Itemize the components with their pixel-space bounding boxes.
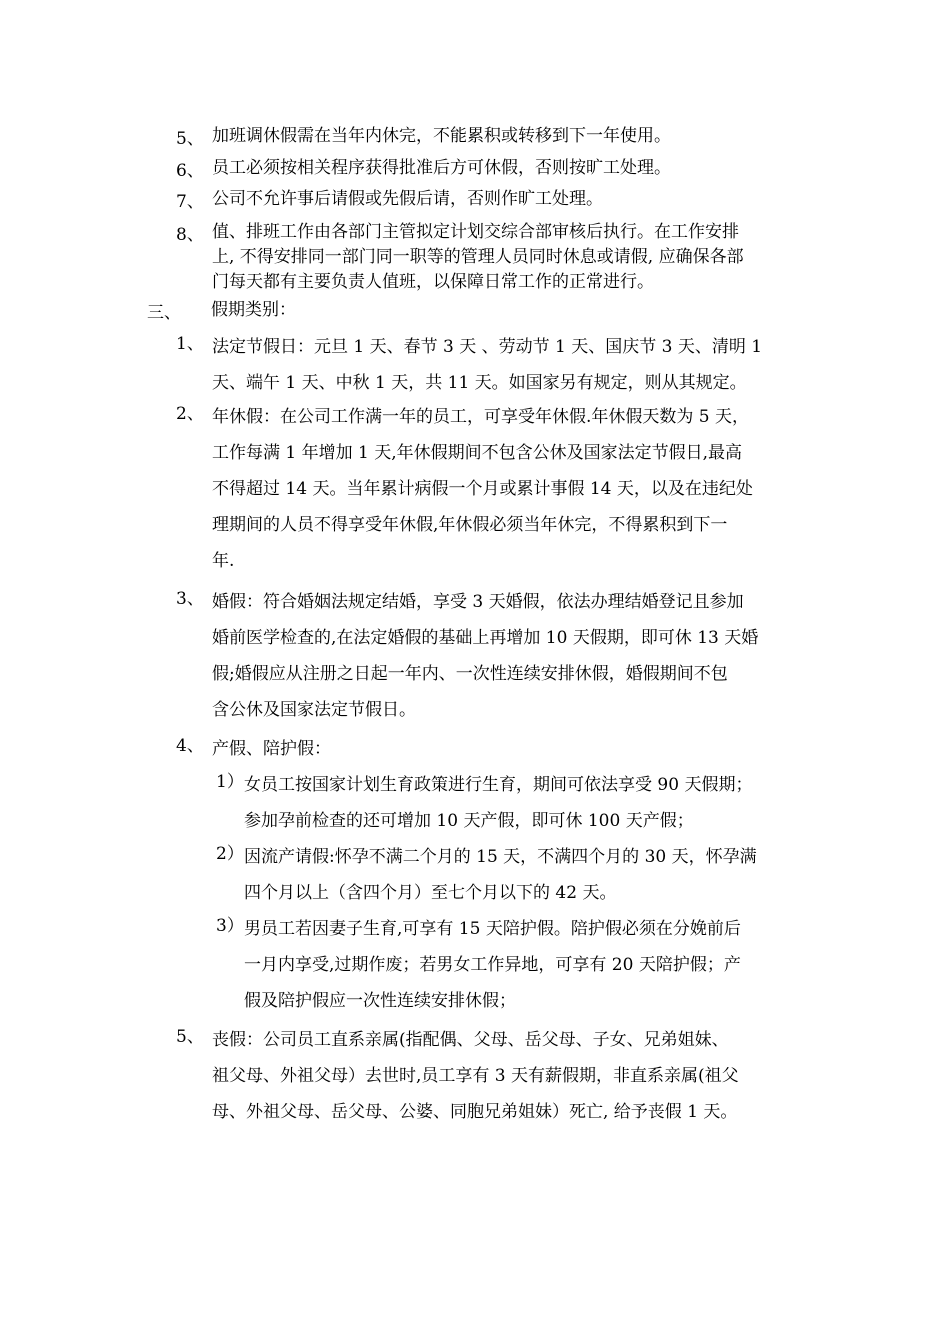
leave-item-5-bereavement [176,1022,739,1130]
list-text [212,399,753,579]
text-line: 假期类别： [211,300,296,320]
list-text [244,839,757,911]
list-number: 5、 [176,1027,204,1047]
maternity-sub-item-3 [216,911,741,1019]
list-number: 2、 [176,404,204,424]
section-number: 三、 [147,303,181,323]
leave-item-4 [176,731,331,767]
text-line: 理期间的人员不得享受年休假,年休假必须当年休完，不得累积到下一 [212,515,728,535]
text-line: 男员工若因妻子生育,可享有 15 天陪护假。陪护假必须在分娩前后 [244,919,741,939]
text-line: 员工必须按相关程序获得批准后方可休假，否则按旷工处理。 [212,158,671,178]
text-line: 假及陪护假应一次性连续安排休假； [244,991,516,1011]
text-line: 上, 不得安排同一部门同一职等的管理人员同时休息或请假, 应确保各部 [212,247,744,267]
list-number: 7、 [176,192,204,212]
list-text [212,584,758,728]
text-line: 一月内享受,过期作废；若男女工作异地，可享有 20 天陪护假；产 [244,955,741,975]
text-line: 祖父母、外祖父母）去世时,员工享有 3 天有薪假期，非直系亲属(祖父 [212,1066,739,1086]
text-line: 工作每满 1 年增加 1 天,年休假期间不包含公休及国家法定节假日,最高 [212,443,743,463]
leave-item-2 [176,399,753,579]
text-line: 假;婚假应从注册之日起一年内、一次性连续安排休假，婚假期间不包 [212,664,728,684]
list-text [212,329,762,401]
text-line: 门每天都有主要负责人值班，以保障日常工作的正常进行。 [212,272,654,292]
list-text [212,187,603,212]
maternity-sub-item-2 [216,839,757,911]
text-line: 年休假：在公司工作满一年的员工，可享受年休假.年休假天数为 5 天， [212,407,750,427]
maternity-sub-item-1 [216,767,752,839]
list-text [212,156,671,181]
section-heading [147,298,296,323]
list-text [212,124,671,149]
list-number: 2） [216,844,244,864]
list-number: 4、 [176,736,204,756]
list-text [212,731,331,767]
text-line: 含公休及国家法定节假日。 [212,700,416,720]
list-text [212,220,744,295]
list-number: 8、 [176,225,204,245]
text-line: 婚假：符合婚姻法规定结婚，享受 3 天婚假，依法办理结婚登记且参加 [212,592,744,612]
list-number: 3） [216,916,244,936]
rule-item-5 [176,124,671,149]
list-number: 3、 [176,589,204,609]
text-line: 加班调休假需在当年内休完，不能累积或转移到下一年使用。 [212,126,671,146]
text-line: 值、排班工作由各部门主管拟定计划交综合部审核后执行。在工作安排 [212,222,739,242]
list-text [244,767,752,839]
text-line: 天、端午 1 天、中秋 1 天，共 11 天。如国家另有规定，则从其规定。 [212,373,747,393]
text-line: 产假、陪护假： [212,739,331,759]
text-line: 公司不允许事后请假或先假后请，否则作旷工处理。 [212,189,603,209]
list-number: 1、 [176,334,204,354]
text-line: 婚前医学检查的,在法定婚假的基础上再增加 10 天假期，即可休 13 天婚 [212,628,759,648]
rule-item-6 [176,156,671,181]
text-line: 法定节假日：元旦 1 天、春节 3 天 、劳动节 1 天、国庆节 3 天、清明 1 [212,337,763,357]
list-text [212,1022,739,1130]
list-number: 6、 [176,161,204,181]
leave-item-1 [176,329,762,401]
text-line: 年. [212,551,235,571]
text-line: 不得超过 14 天。当年累计病假一个月或累计事假 14 天，以及在违纪处 [212,479,753,499]
text-line: 四个月以上（含四个月）至七个月以下的 42 天。 [244,883,617,903]
list-number: 1） [216,772,244,792]
text-line: 因流产请假:怀孕不满二个月的 15 天，不满四个月的 30 天，怀孕满 [244,847,757,867]
list-text [244,911,741,1019]
text-line: 参加孕前检查的还可增加 10 天产假，即可休 100 天产假； [244,811,694,831]
leave-item-3 [176,584,758,728]
rule-item-8 [176,220,744,295]
text-line: 母、外祖父母、岳父母、公婆、同胞兄弟姐妹）死亡, 给予丧假 1 天。 [212,1102,738,1122]
text-line: 丧假：公司员工直系亲属(指配偶、父母、岳父母、子女、兄弟姐妹、 [212,1030,729,1050]
text-line: 女员工按国家计划生育政策进行生育，期间可依法享受 90 天假期； [244,775,753,795]
section-title [211,298,296,323]
list-number: 5、 [176,129,204,149]
rule-item-7 [176,187,603,212]
